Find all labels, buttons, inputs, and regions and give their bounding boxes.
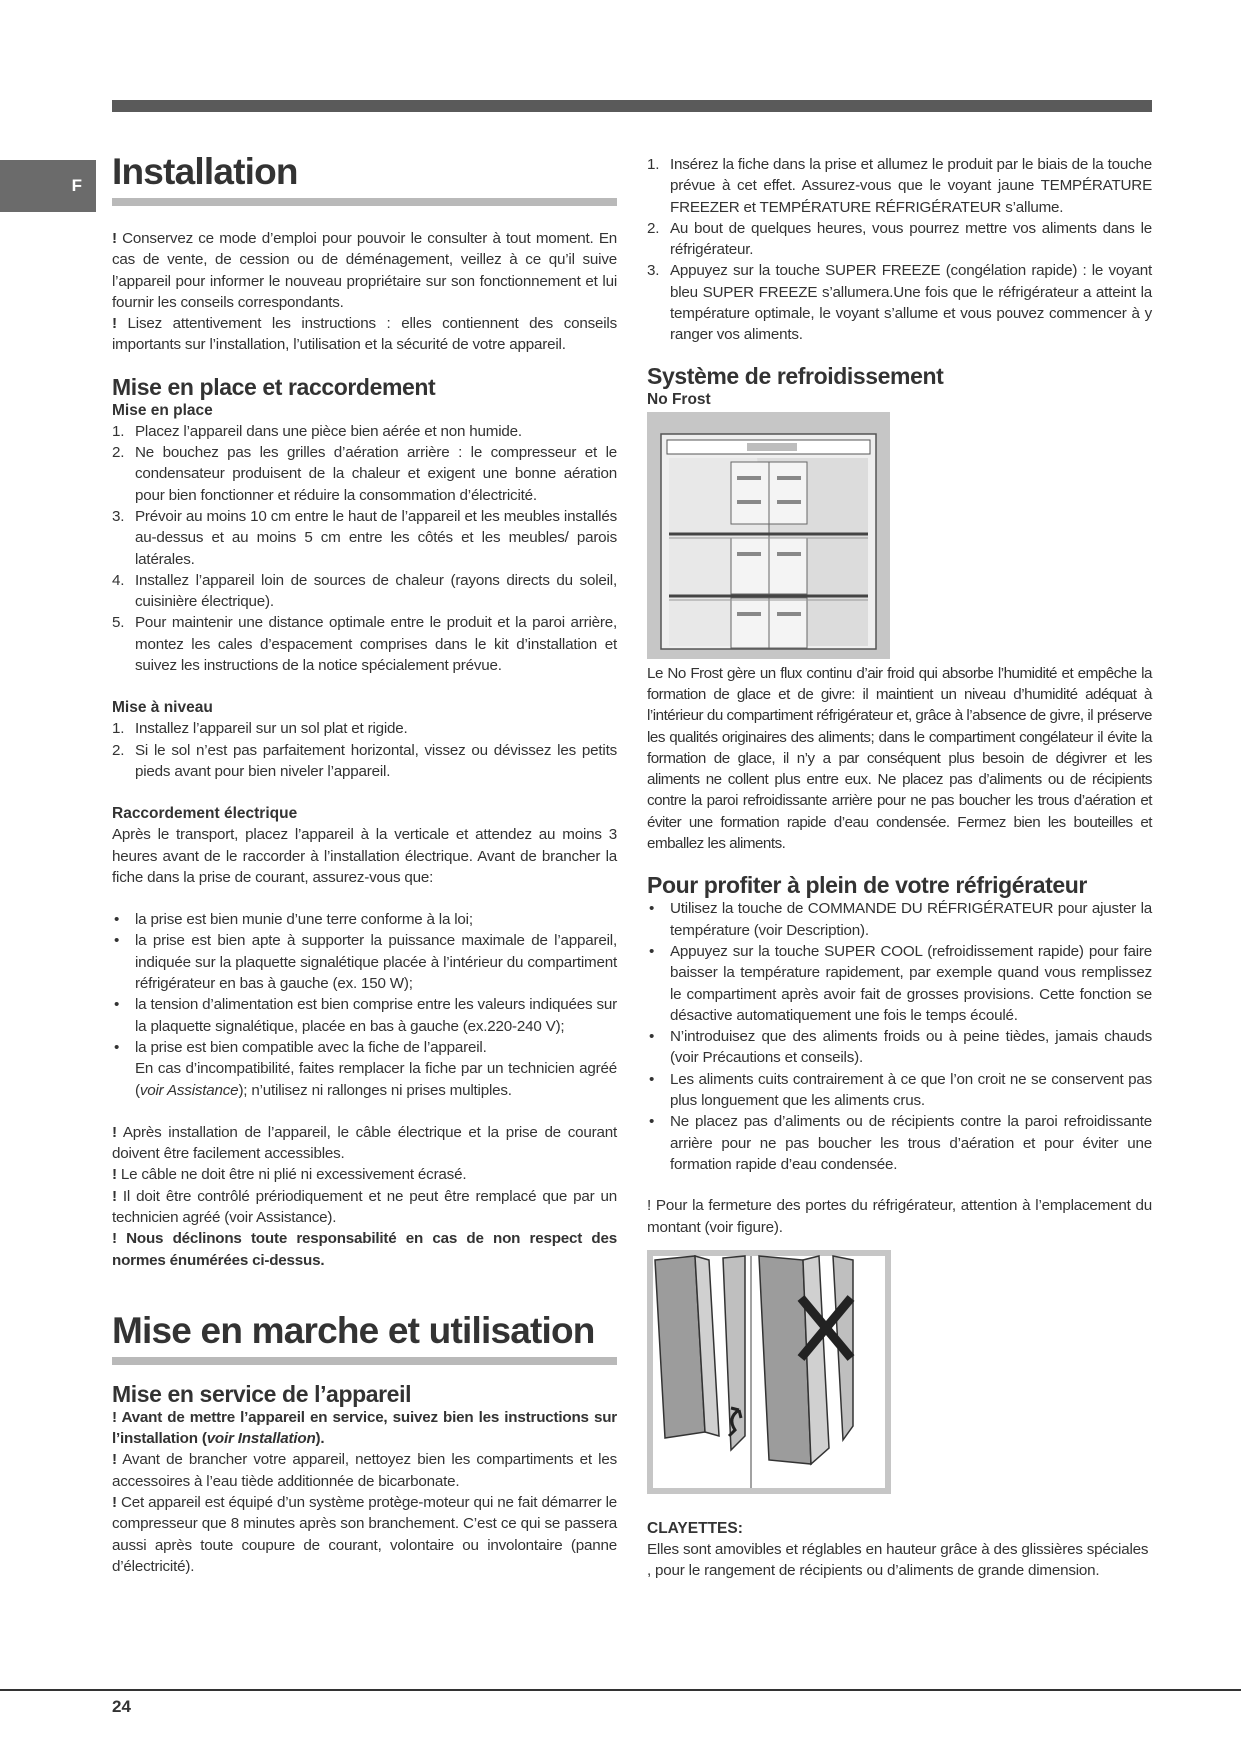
left-column [112,150,617,1577]
intro-paragraph-2: ! Lisez attentivement les instructions : elles contiennent des conseils importants sur l’installation, l’utilisation et la sécurité de votre appareil. [112,315,617,354]
placement-subtitle: Mise en place [112,401,213,419]
door-figure [647,1250,891,1494]
list-item: • Les aliments cuits contrairement à ce que l’on croit ne se conservent pas plus longuement que les aliments crus. [649,1070,1152,1110]
electrical-bullets [112,909,617,1101]
door-note: ! Pour la fermeture des portes du réfrigérateur, attention à l’emplacement du montant (voir figure). [647,1197,1152,1236]
nofrost-figure [647,412,890,659]
list-item: 2. Au bout de quelques heures, vous pourrez mettre vos aliments dans le réfrigérateur. [647,219,1152,259]
right-column [647,154,1152,1581]
list-item: • N’introduisez que des aliments froids ou à peine tièdes, jamais chauds (voir Précautions et conseils). [649,1028,1152,1067]
installation-title: Installation [112,150,617,206]
list-item: 2. Si le sol n’est pas parfaitement horizontal, vissez ou dévissez les petits pieds avant pour bien niveler l’appareil. [112,741,617,780]
list-item: • la tension d’alimentation est bien comprise entre les valeurs indiquées sur la plaquette signalétique, placée en bas à gauche (ex.220-240 V); [114,996,617,1035]
list-item: 3. Appuyez sur la touche SUPER FREEZE (congélation rapide) : le voyant bleu SUPER FREEZE s’allumera.Une fois que le réfrigérateur a atteint la température optimale, le voyant s’allume et vous pouvez commencer à y ranger vos aliments. [647,262,1152,344]
placement-title: Mise en place et raccordement [112,373,436,400]
nofrost-subtitle: No Frost [647,390,711,408]
door-montant-illustration [647,1250,891,1494]
fridge-interior-illustration [647,412,890,659]
service-paragraph-2: ! Cet appareil est équipé d’un système protège-moteur qui ne fait démarrer le compresseur que 8 minutes après son branchement. C’est ce qui se passera aussi après toute coupure de courant, volontaire ou involontaire (panne d’électricité). [112,1494,617,1575]
electrical-text: Après le transport, placez l’appareil à la verticale et attendez au moins 3 heures avant de le raccorder à l’installation électrique. Avant de brancher la fiche dans la prise de courant, assurez-vous que: [112,826,617,886]
shelves-title: CLAYETTES: [647,1519,743,1537]
service-paragraph-1: ! Avant de brancher votre appareil, nettoyez bien les compartiments et les accessoires à l’eau tiède additionnée de bicarbonate. [112,1451,617,1490]
list-item: • la prise est bien apte à supporter la puissance maximale de l’appareil, indiquée sur la plaquette signalétique placée à l’intérieur du compartiment réfrigérateur en bas à gauche (ex. 150 W); [114,932,617,993]
warning-1: ! Après installation de l’appareil, le câble électrique et la prise de courant doivent être facilement accessibles. [112,1123,617,1163]
footer-rule [0,1689,1241,1691]
page-number: 24 [112,1697,131,1716]
intro-paragraph-1: ! Conservez ce mode d’emploi pour pouvoir le consulter à tout moment. En cas de vente, de cession ou de déménagement, veillez à ce qu’il suive l’appareil pour informer le nouveau propriétaire sur son fonctionnement et lui fournir les conseils correspondants. [112,230,617,311]
language-tab: F [0,160,96,212]
marche-title: Mise en marche et utilisation [112,1309,617,1365]
list-item: • Utilisez la touche de COMMANDE DU RÉFRIGÉRATEUR pour ajuster la température (voir Description). [649,900,1152,939]
list-item: • la prise est bien munie d’une terre conforme à la loi; [114,911,473,929]
nofrost-text: Le No Frost gère un flux continu d’air froid qui absorbe l’humidité et empêche la formation de glace et de givre: il maintient un niveau d’humidité adéquat à l’intérieur du compartiment réfrigérateur et, grâce à l’absence de givre, il préserve les qualités originaires des aliments; dans le compartiment congélateur il évite la formation de glace, il n’y a par conséquent plus besoin de dégivrer et les aliments ne collent plus entre eux. Ne placez pas d’aliments ou de récipients contre la paroi refroidissante arrière pour ne pas boucher les trous d’aération et éviter une formation rapide d’eau condensée. Fermez bien les bouteilles et emballez les aliments. [647,664,1152,853]
leveling-subtitle: Mise à niveau [112,699,213,717]
profit-title: Pour profiter à plein de votre réfrigérateur [647,872,1087,899]
list-item: • Ne placez pas d’aliments ou de récipients contre la paroi refroidissante arrière pour ne pas boucher les trous d’aération et pour éviter une formation rapide d’eau condensée. [649,1113,1152,1173]
list-item: 1. Placez l’appareil dans une pièce bien aérée et non humide. [112,422,522,440]
list-item: • la prise est bien compatible avec la fiche de l’appareil. En cas d’incompatibilité, faites remplacer la fiche par un technicien agréé (voir Assistance); n’utilisez ni rallonges ni prises multiples. [114,1038,617,1099]
list-item: 1. Insérez la fiche dans la prise et allumez le produit par le biais de la touche prévue à cet effet. Assurez-vous que le voyant jaune TEMPÉRATURE FREEZER et TEMPÉRATURE RÉFRIGÉRATEUR s’allume. [647,156,1152,216]
top-rule [112,100,1152,112]
list-item: 1. Installez l’appareil sur un sol plat et rigide. [112,720,408,738]
profit-bullets [647,898,1152,1175]
cooling-title: Système de refroidissement [647,362,944,389]
electrical-subtitle: Raccordement électrique [112,805,298,823]
startup-steps [647,154,1152,346]
warning-4: ! Nous déclinons toute responsabilité en cas de non respect des normes énumérées ci-dessus. [112,1230,617,1269]
warning-2: ! Le câble ne doit être ni plié ni excessivement écrasé. [112,1166,467,1184]
list-item: 3. Prévoir au moins 10 cm entre le haut de l’appareil et les meubles installés au-dessus et au moins 5 cm entre les côtés et les meubles/ parois latérales. [112,507,617,568]
service-bold-note: ! Avant de mettre l’appareil en service, suivez bien les instructions sur l’installation (voir Installation). [112,1408,617,1448]
list-item: 5. Pour maintenir une distance optimale entre le produit et la paroi arrière, montez les cales d’espacement comprises dans le kit d’installation et suivez les instructions de la notice spécialement prévue. [112,614,617,675]
list-item: 2. Ne bouchez pas les grilles d’aération arrière : le compresseur et le condensateur produisent de la chaleur et exigent une bonne aération pour bien fonctionner et réduire la consommation d’électricité. [112,444,617,504]
list-item: • Appuyez sur la touche SUPER COOL (refroidissement rapide) pour faire baisser la température rapidement, par exemple quand vous remplissez le compartiment après avoir fait de grosses provisions. Cette fonction se désactive automatiquement une fois le temps écoulé. [649,942,1152,1024]
placement-list [112,421,617,677]
leveling-list [112,718,617,782]
warning-3: ! Il doit être contrôlé prériodiquement et ne peut être remplacé que par un technicien agréé (voir Assistance). [112,1187,617,1226]
shelves-text: Elles sont amovibles et réglables en hauteur grâce à des glissières spéciales , pour le rangement de récipients ou d’aliments de grande dimension. [647,1540,1149,1580]
service-title: Mise en service de l’appareil [112,1380,412,1407]
list-item: 4. Installez l’appareil loin de sources de chaleur (rayons directs du soleil, cuisinière électrique). [112,571,617,611]
